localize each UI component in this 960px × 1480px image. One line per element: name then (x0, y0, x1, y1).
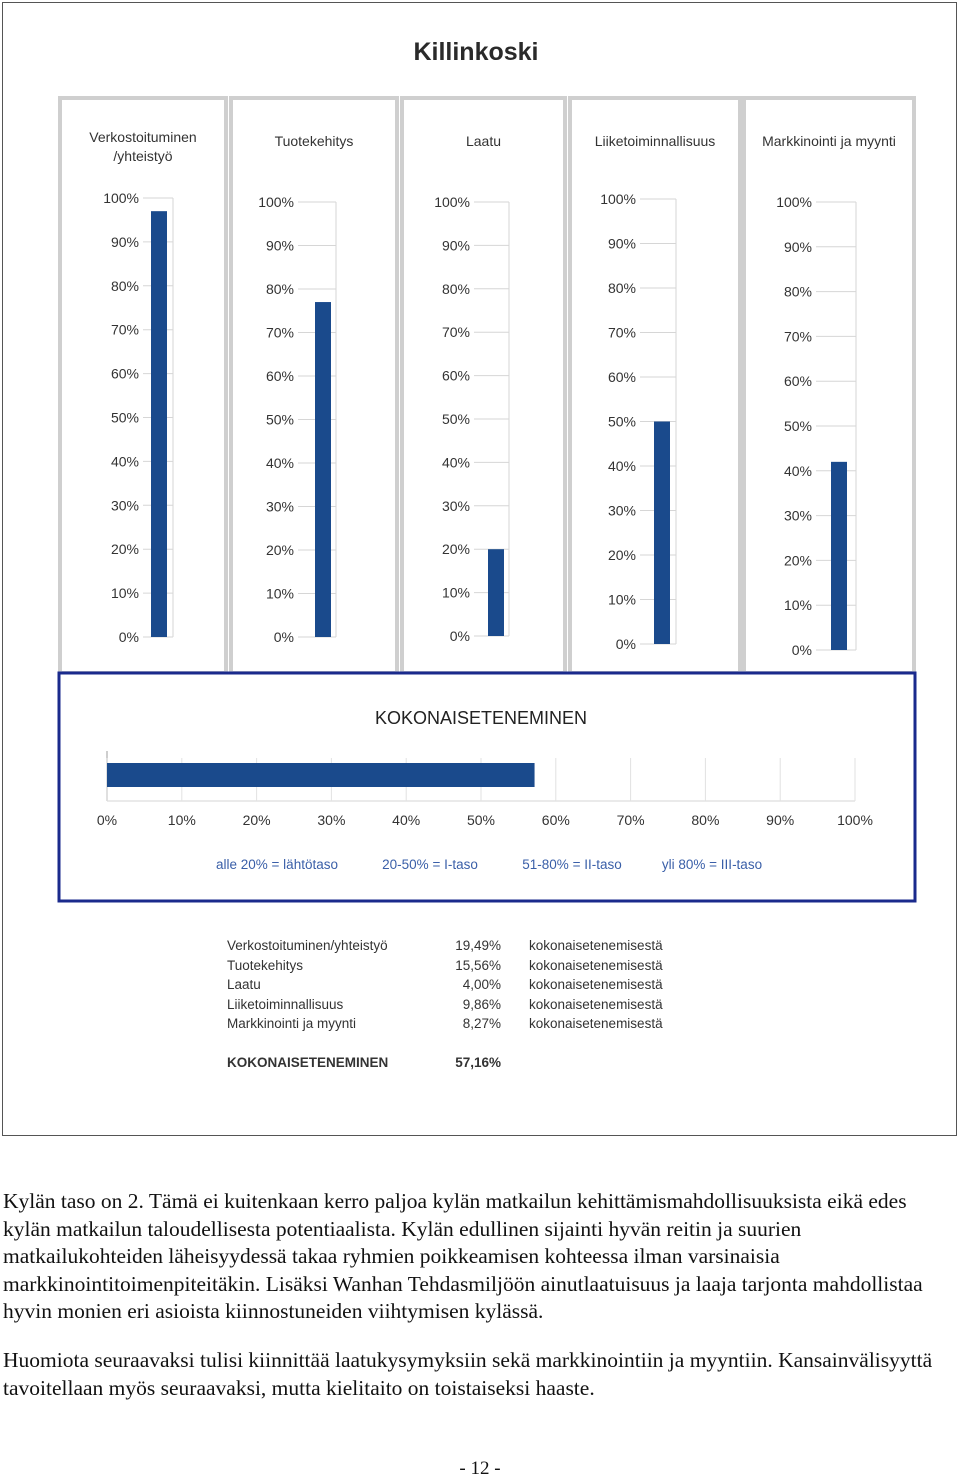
y-tick-label: 90% (265, 237, 294, 254)
y-tick-label: 0% (273, 629, 294, 645)
y-tick-label: 60% (265, 368, 294, 384)
y-tick-label: 90% (783, 238, 812, 255)
x-tick-label: 80% (691, 812, 720, 828)
summary-total-label: KOKONAISETENEMINEN (227, 1055, 389, 1070)
summary-note: kokonaisetenemisestä (529, 1016, 663, 1031)
summary-value: 9,86% (462, 997, 501, 1012)
y-tick-label: 10% (441, 584, 470, 601)
y-tick-label: 70% (783, 328, 812, 345)
y-tick-label: 40% (265, 455, 294, 471)
y-tick-label: 60% (110, 365, 139, 382)
summary-note: kokonaisetenemisestä (529, 977, 663, 992)
y-tick-label: 100% (258, 194, 294, 210)
bar (831, 462, 847, 650)
y-tick-label: 10% (607, 591, 636, 608)
summary-note: kokonaisetenemisestä (529, 938, 663, 953)
level-note: 51-80% = II-taso (522, 857, 622, 872)
panel-title: Liiketoiminnallisuus (594, 133, 716, 149)
panel-title: Markkinointi ja myynti (762, 133, 896, 149)
y-tick-label: 30% (265, 498, 294, 515)
y-tick-label: 30% (783, 507, 812, 524)
x-tick-label: 100% (837, 812, 873, 828)
y-tick-label: 90% (607, 235, 636, 252)
summary-value: 19,49% (455, 938, 501, 953)
y-tick-label: 50% (441, 411, 470, 427)
y-tick-label: 100% (103, 190, 139, 206)
panel-title: /yhteistyö (113, 148, 173, 164)
y-tick-label: 70% (607, 324, 636, 341)
bar (315, 302, 331, 637)
y-tick-label: 20% (783, 552, 812, 569)
y-tick-label: 90% (441, 237, 470, 254)
summary-label: Tuotekehitys (227, 958, 304, 973)
bar (654, 422, 670, 645)
y-tick-label: 20% (441, 541, 470, 558)
x-tick-label: 70% (616, 812, 645, 828)
summary-value: 8,27% (462, 1016, 501, 1031)
y-tick-label: 70% (441, 324, 470, 341)
y-tick-label: 30% (110, 497, 139, 514)
bar (151, 211, 167, 637)
y-tick-label: 60% (441, 367, 470, 384)
bar (488, 549, 504, 636)
y-tick-label: 60% (783, 373, 812, 390)
y-tick-label: 0% (615, 636, 636, 652)
y-tick-label: 50% (783, 418, 812, 434)
y-tick-label: 0% (118, 629, 139, 645)
panel-background (402, 98, 565, 673)
summary-total-value: 57,16% (455, 1055, 501, 1070)
chart-figure (2, 2, 957, 1136)
x-tick-label: 10% (167, 812, 196, 828)
y-tick-label: 100% (600, 191, 636, 207)
chart-title: Killinkoski (413, 38, 539, 66)
summary-label: Laatu (227, 977, 261, 992)
y-tick-label: 0% (791, 642, 812, 658)
y-tick-label: 80% (265, 281, 294, 297)
y-tick-label: 10% (110, 585, 139, 602)
summary-note: kokonaisetenemisestä (529, 958, 663, 973)
y-tick-label: 100% (434, 194, 470, 210)
y-tick-label: 10% (783, 597, 812, 614)
x-tick-label: 90% (766, 812, 795, 828)
y-tick-label: 40% (441, 454, 470, 471)
summary-note: kokonaisetenemisestä (529, 997, 663, 1012)
progress-bar (107, 763, 535, 787)
x-tick-label: 0% (96, 812, 118, 828)
y-tick-label: 50% (110, 409, 139, 426)
y-tick-label: 80% (783, 283, 812, 300)
summary-label: Markkinointi ja myynti (227, 1016, 357, 1031)
x-tick-label: 20% (242, 812, 271, 828)
y-tick-label: 40% (607, 458, 636, 474)
x-tick-label: 40% (392, 812, 421, 828)
y-tick-label: 30% (607, 502, 636, 519)
summary-value: 4,00% (462, 977, 501, 992)
x-tick-label: 30% (317, 812, 346, 828)
body-paragraph-2: Huomiota seuraavaksi tulisi kiinnittää laatukysymyksiin sekä markkinointiin ja myyntiin. Kansainvälisyyttä tavoitellaan myös seuraavaksi, mutta kielitaito on toistaiseksi haaste. (3, 1348, 933, 1400)
y-tick-label: 20% (265, 542, 294, 558)
panel-background (231, 98, 397, 673)
body-paragraph-1: Kylän taso on 2. Tämä ei kuitenkaan kerro paljoa kylän matkailun kehittämismahdollisuuksista eikä edes kylän matkailun taloudellisesta potentiaalista. Kylän edullinen sijainti hyvän reitin ja suurien matkailukohteiden läheisyydessä takaa ryhmien poikkeamisen kohteessa ilman varsinaisia markkinointitoimenpiteitäkin. Lisäksi Wanhan Tehdasmiljöön ainutlaatuisuus ja laaja tarjonta mahdollistaa hyvin monien eri asioista kiinnostuneiden viihtymisen kylässä. (3, 1189, 923, 1323)
x-tick-label: 50% (466, 812, 496, 828)
summary-label: Liiketoiminnallisuus (227, 997, 344, 1012)
y-tick-label: 30% (441, 497, 470, 514)
progress-title: KOKONAISETENEMINEN (374, 708, 588, 728)
panel-title: Verkostoituminen (89, 129, 197, 145)
y-tick-label: 20% (607, 547, 636, 563)
y-tick-label: 100% (776, 194, 812, 210)
y-tick-label: 50% (265, 411, 294, 428)
y-tick-label: 70% (110, 321, 139, 338)
y-tick-label: 40% (110, 453, 139, 470)
y-tick-label: 60% (607, 369, 636, 385)
panel-title: Laatu (465, 133, 502, 149)
y-tick-label: 90% (110, 233, 139, 250)
level-note: 20-50% = I-taso (382, 857, 478, 872)
y-tick-label: 0% (449, 628, 470, 644)
y-tick-label: 70% (265, 324, 294, 341)
y-tick-label: 20% (110, 541, 139, 558)
summary-label: Verkostoituminen/yhteistyö (227, 938, 388, 953)
level-note: alle 20% = lähtötaso (216, 857, 338, 872)
y-tick-label: 40% (783, 462, 812, 479)
y-tick-label: 50% (607, 413, 636, 430)
chart-canvas (3, 3, 958, 1137)
y-tick-label: 10% (265, 585, 294, 602)
panel-background (60, 98, 226, 673)
panel-background (744, 98, 914, 673)
y-tick-label: 80% (441, 280, 470, 297)
y-tick-label: 80% (110, 277, 139, 294)
level-note: yli 80% = III-taso (661, 857, 763, 872)
x-tick-label: 60% (541, 812, 570, 828)
summary-value: 15,56% (455, 958, 501, 973)
y-tick-label: 80% (607, 280, 636, 296)
panel-title: Tuotekehitys (274, 133, 354, 149)
page-number: - 12 - (459, 1458, 501, 1479)
